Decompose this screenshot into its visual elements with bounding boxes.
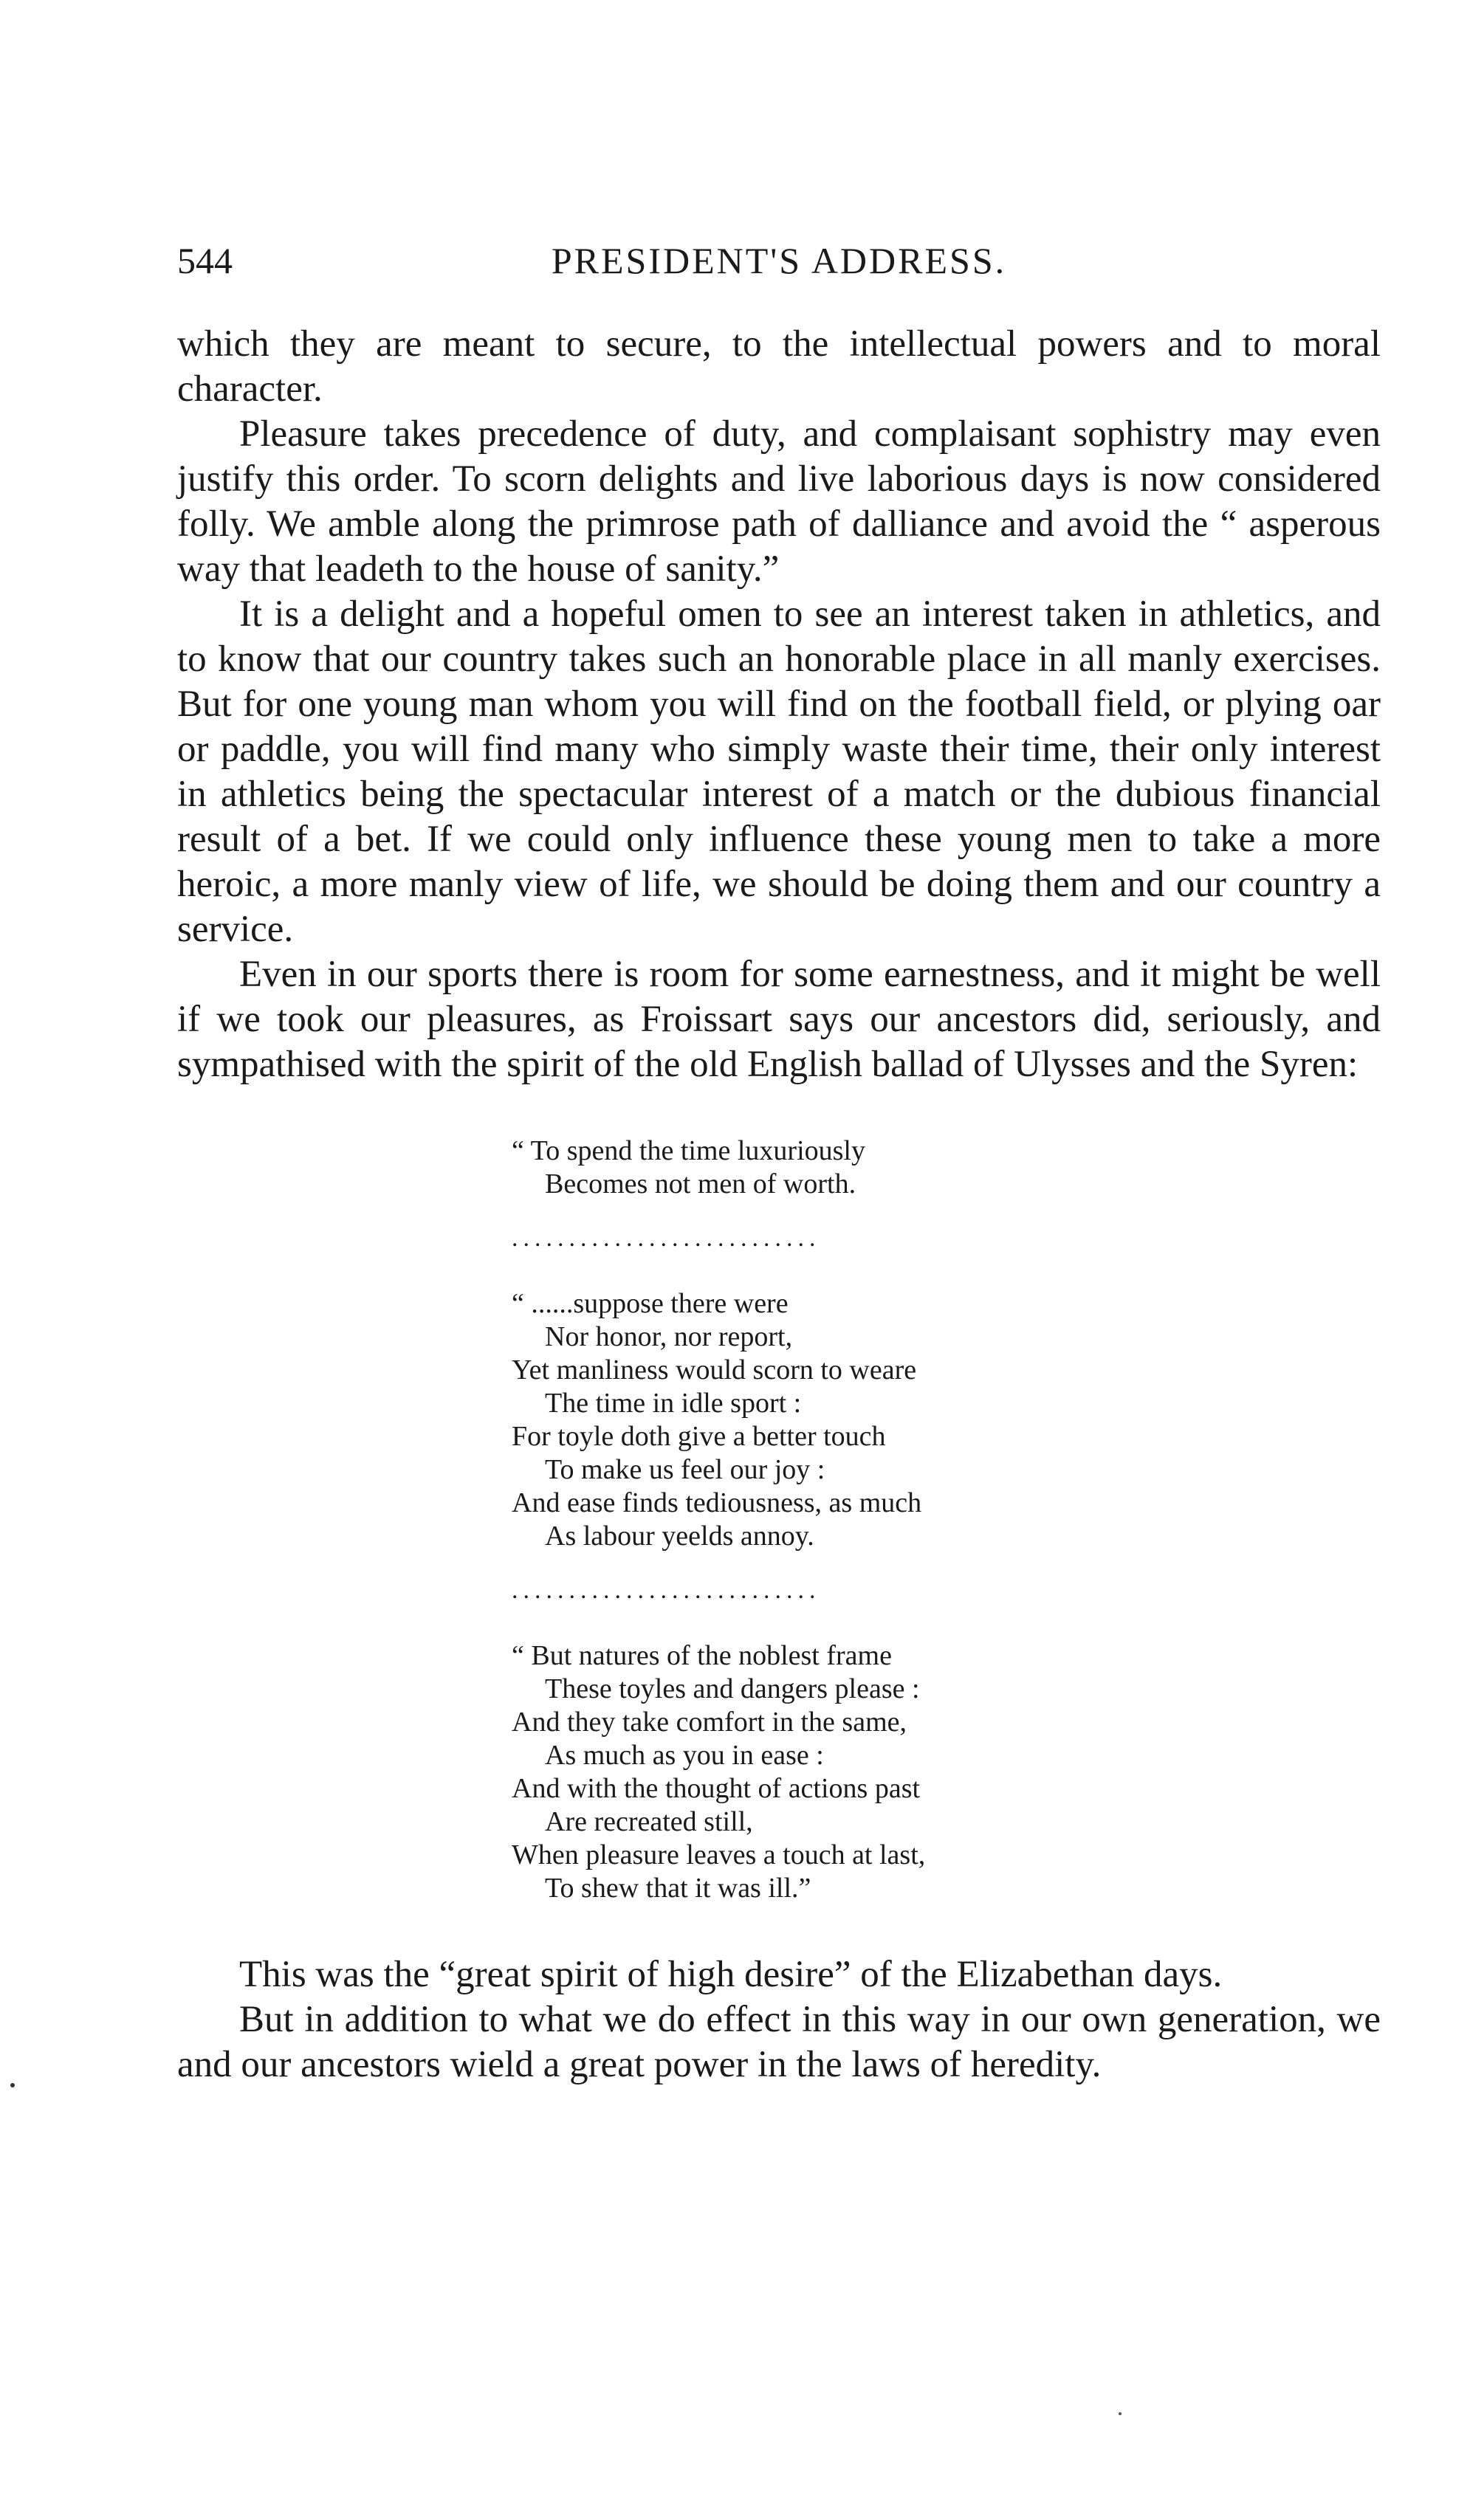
paragraph: Pleasure takes precedence of duty, and complaisant sophistry may even justify this order. To scorn delights and live laborious days is now considered folly. We amble along the primrose path of dalliance and avoid the “ asperous way that leadeth to the house of sanity.”: [177, 413, 1381, 590]
body-text: [177, 322, 1381, 2087]
paragraph: which they are meant to secure, to the intellectual powers and to moral character.: [177, 323, 1381, 410]
verse-line: And ease finds tediousness, as much: [512, 1487, 922, 1518]
margin-speck: [1119, 2412, 1122, 2415]
paragraph: Even in our sports there is room for some earnestness, and it might be well if we took our pleasures, as Froissart says our ancestors did, seriously, and sympathised with the spirit of the old English ballad of Ulysses and the Syren:: [177, 954, 1381, 1085]
verse-line: To make us feel our joy :: [545, 1454, 825, 1485]
verse-line: The time in idle sport :: [545, 1388, 802, 1419]
verse-line: “ ......suppose there were: [512, 1288, 789, 1319]
margin-speck: [10, 2083, 15, 2087]
running-head: [177, 235, 1381, 286]
page-number: 544: [177, 240, 233, 281]
verse-ellipsis: ...........................: [512, 1577, 821, 1604]
verse-line: Yet manliness would scorn to weare: [512, 1354, 917, 1385]
verse-ellipsis: ...........................: [512, 1225, 821, 1252]
verse-line: As much as you in ease :: [545, 1740, 824, 1771]
verse-line: To shew that it was ill.”: [545, 1873, 811, 1904]
verse-line: And they take comfort in the same,: [512, 1707, 907, 1738]
verse-line: “ But natures of the noblest frame: [512, 1640, 892, 1671]
paragraph: This was the “great spirit of high desire” of the Elizabethan days.: [239, 1954, 1223, 1995]
verse-line: “ To spend the time luxuriously: [512, 1135, 865, 1166]
paragraph: It is a delight and a hopeful omen to see an interest taken in athletics, and to know that our country takes such an honorable place in all manly exercises. But for one young man whom you will find on the football field, or plying oar or paddle, you will find many who simply waste their time, their only interest in athletics being the spectacular interest of a match or the dubious financial result of a bet. If we could only influence these young men to take a more heroic, a more manly view of life, we should be doing them and our country a service.: [177, 593, 1381, 950]
verse-line: And with the thought of actions past: [512, 1773, 921, 1804]
verse-line: As labour yeelds annoy.: [545, 1521, 814, 1552]
verse-line: For toyle doth give a better touch: [512, 1421, 886, 1452]
running-title: PRESIDENT'S ADDRESS.: [551, 240, 1007, 281]
verse-line: Becomes not men of worth.: [545, 1168, 856, 1199]
stanza: [512, 1135, 1381, 1201]
stanza: [512, 1639, 1381, 1905]
verse-quotation: [177, 1135, 1381, 1905]
verse-line: These toyles and dangers please :: [545, 1673, 920, 1704]
stanza: [512, 1287, 1381, 1553]
verse-line: Nor honor, nor report,: [545, 1321, 793, 1352]
paragraph: But in addition to what we do effect in this way in our own generation, we and our ancestors wield a great power in the laws of heredity.: [177, 1999, 1381, 2085]
verse-line: When pleasure leaves a touch at last,: [512, 1839, 926, 1870]
verse-line: Are recreated still,: [545, 1806, 753, 1837]
